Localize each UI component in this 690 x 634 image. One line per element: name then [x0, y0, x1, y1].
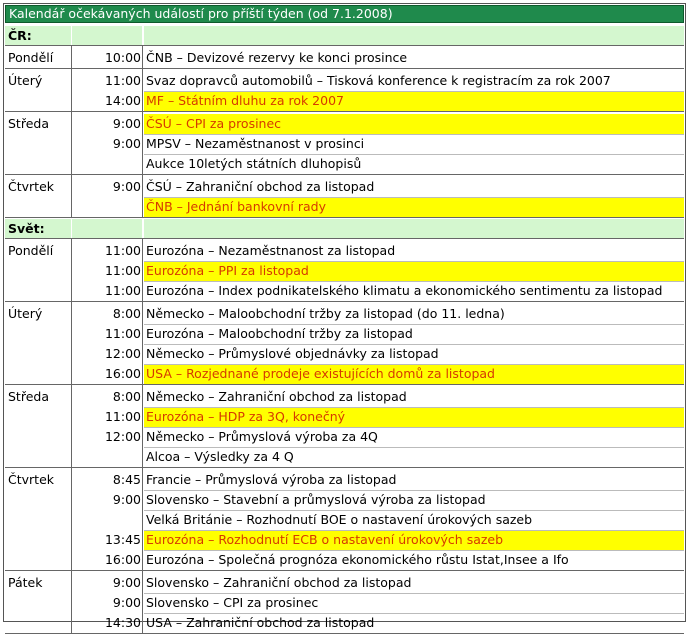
- section-fill: [72, 26, 142, 45]
- column-divider: [142, 68, 143, 111]
- calendar-table: [3, 3, 686, 630]
- row-divider: [144, 447, 684, 448]
- event-text: Německo – Maloobchodní tržby za listopad (do 11. ledna): [146, 306, 505, 321]
- table-row: [5, 573, 684, 593]
- column-divider: [71, 45, 72, 68]
- row-divider: [144, 530, 684, 531]
- row-divider: [144, 344, 684, 345]
- event-time: [71, 197, 141, 217]
- table-row: [5, 364, 684, 384]
- event-time: [71, 154, 141, 174]
- event-time: 16:00: [104, 366, 141, 381]
- table-row: [5, 71, 684, 91]
- event-text: Německo – Průmyslové objednávky za listopad: [146, 346, 439, 361]
- event-text: Aukce 10letých státních dluhopisů: [146, 156, 362, 171]
- event-text: Eurozóna – Rozhodnutí ECB o nastavení úrokových sazeb: [144, 530, 684, 550]
- section-fill: [144, 26, 684, 45]
- table-row: [5, 91, 684, 111]
- day-label: Pondělí: [8, 243, 54, 258]
- group-divider: [5, 45, 684, 46]
- group-divider: [5, 174, 684, 175]
- row-divider: [144, 324, 684, 325]
- day-label: Čtvrtek: [8, 472, 54, 487]
- row-divider: [144, 154, 684, 155]
- day-label: Čtvrtek: [8, 179, 54, 194]
- column-divider: [142, 174, 143, 217]
- event-time: 13:45: [104, 532, 141, 547]
- event-text: USA – Zahraniční obchod za listopad: [146, 615, 375, 630]
- table-row: [5, 48, 684, 68]
- column-divider: [142, 238, 143, 301]
- section-header: [5, 26, 684, 45]
- event-time: [71, 447, 141, 467]
- column-divider: [71, 174, 72, 217]
- row-divider: [144, 593, 684, 594]
- row-divider: [144, 261, 684, 262]
- row-divider: [144, 91, 684, 92]
- column-divider: [142, 384, 143, 467]
- table-row: [5, 427, 684, 447]
- table-row: [5, 550, 684, 570]
- event-text: MF – Státním dluhu za rok 2007: [144, 91, 684, 111]
- event-time: [71, 510, 141, 530]
- column-divider: [71, 301, 72, 384]
- event-time: 8:45: [112, 472, 141, 487]
- column-divider: [71, 384, 72, 467]
- event-text: Eurozóna – Maloobchodní tržby za listopad: [146, 326, 413, 341]
- event-time: 14:30: [104, 615, 141, 630]
- event-time: 14:00: [104, 93, 141, 108]
- event-text: Eurozóna – Index podnikatelského klimatu a ekonomického sentimentu za listopad: [146, 283, 663, 298]
- table-row: [5, 114, 684, 134]
- section-header: [5, 219, 684, 238]
- event-time: 8:00: [112, 306, 141, 321]
- table-row: [5, 407, 684, 427]
- event-time: 8:00: [112, 389, 141, 404]
- event-text: Eurozóna – Společná prognóza ekonomického růstu Istat,Insee a Ifo: [146, 552, 569, 567]
- table-row: [5, 530, 684, 550]
- event-text: Slovensko – Stavební a průmyslová výroba za listopad: [146, 492, 486, 507]
- event-text: ČNB – Devizové rezervy ke konci prosince: [146, 50, 408, 65]
- event-text: Svaz dopravců automobilů – Tisková konference k registracím za rok 2007: [146, 73, 611, 88]
- group-divider: [5, 467, 684, 468]
- table-title: Kalendář očekávaných událostí pro příští týden (od 7.1.2008): [5, 5, 684, 23]
- day-label: Středa: [8, 389, 49, 404]
- group-divider: [5, 68, 684, 69]
- row-divider: [144, 134, 684, 135]
- row-divider: [144, 407, 684, 408]
- group-divider: [5, 301, 684, 302]
- row-divider: [144, 550, 684, 551]
- event-time: 10:00: [104, 50, 141, 65]
- table-row: [5, 281, 684, 301]
- event-text: MPSV – Nezaměstnanost v prosinci: [146, 136, 365, 151]
- section-fill: [144, 219, 684, 238]
- table-row: [5, 134, 684, 154]
- event-time: 12:00: [104, 346, 141, 361]
- event-text: Velká Británie – Rozhodnutí BOE o nastavení úrokových sazeb: [146, 512, 533, 527]
- table-row: [5, 387, 684, 407]
- event-time: 11:00: [104, 326, 141, 341]
- event-time: 11:00: [104, 263, 141, 278]
- event-text: ČSÚ – CPI za prosinec: [144, 114, 684, 134]
- column-divider: [142, 467, 143, 570]
- event-text: Alcoa – Výsledky za 4 Q: [146, 449, 294, 464]
- row-divider: [144, 510, 684, 511]
- event-text: Slovensko – Zahraniční obchod za listopad: [146, 575, 412, 590]
- event-time: 9:00: [112, 116, 141, 131]
- section-label: Svět:: [5, 219, 71, 238]
- event-text: Eurozóna – Nezaměstnanost za listopad: [146, 243, 396, 258]
- event-time: 9:00: [112, 575, 141, 590]
- group-divider: [5, 238, 684, 239]
- table-row: [5, 593, 684, 613]
- day-label: Úterý: [8, 73, 43, 88]
- column-divider: [142, 111, 143, 174]
- table-row: [5, 324, 684, 344]
- table-row: [5, 154, 684, 174]
- table-row: [5, 177, 684, 197]
- section-fill: [72, 219, 142, 238]
- event-time: 9:00: [112, 492, 141, 507]
- day-label: Středa: [8, 116, 49, 131]
- event-time: 11:00: [104, 73, 141, 88]
- column-divider: [71, 111, 72, 174]
- column-divider: [71, 467, 72, 570]
- event-text: ČSÚ – Zahraniční obchod za listopad: [146, 179, 375, 194]
- column-divider: [71, 238, 72, 301]
- event-text: Německo – Průmyslová výroba za 4Q: [146, 429, 378, 444]
- row-divider: [144, 364, 684, 365]
- table-row: [5, 261, 684, 281]
- table-row: [5, 241, 684, 261]
- event-text: Německo – Zahraniční obchod za listopad: [146, 389, 407, 404]
- row-divider: [144, 490, 684, 491]
- event-text: Francie – Průmyslová výroba za listopad: [146, 472, 397, 487]
- group-divider: [5, 384, 684, 385]
- table-row: [5, 304, 684, 324]
- row-divider: [144, 613, 684, 614]
- column-divider: [71, 68, 72, 111]
- column-divider: [142, 45, 143, 68]
- event-text: Eurozóna – PPI za listopad: [144, 261, 684, 281]
- event-time: 16:00: [104, 552, 141, 567]
- day-label: Úterý: [8, 306, 43, 321]
- event-time: 9:00: [112, 595, 141, 610]
- section-label: ČR:: [5, 26, 71, 45]
- group-divider: [5, 570, 684, 571]
- section-divider: [5, 217, 684, 218]
- group-divider: [5, 111, 684, 112]
- event-text: ČNB – Jednání bankovní rady: [144, 197, 684, 217]
- row-divider: [144, 281, 684, 282]
- table-row: [5, 613, 684, 633]
- column-divider: [142, 301, 143, 384]
- event-time: 11:00: [104, 243, 141, 258]
- row-divider: [144, 197, 684, 198]
- column-divider: [71, 570, 72, 633]
- table-row: [5, 197, 684, 217]
- day-label: Pondělí: [8, 50, 54, 65]
- table-row: [5, 470, 684, 490]
- event-time: 12:00: [104, 429, 141, 444]
- event-time: 11:00: [104, 409, 141, 424]
- table-row: [5, 510, 684, 530]
- table-row: [5, 447, 684, 467]
- table-row: [5, 344, 684, 364]
- row-divider: [144, 427, 684, 428]
- table-row: [5, 490, 684, 510]
- event-text: USA – Rozjednané prodeje existujících domů za listopad: [144, 364, 684, 384]
- event-time: 9:00: [112, 136, 141, 151]
- event-text: Eurozóna – HDP za 3Q, konečný: [144, 407, 684, 427]
- event-time: 9:00: [112, 179, 141, 194]
- event-text: Slovensko – CPI za prosinec: [146, 595, 319, 610]
- day-label: Pátek: [8, 575, 43, 590]
- event-time: 11:00: [104, 283, 141, 298]
- column-divider: [142, 570, 143, 633]
